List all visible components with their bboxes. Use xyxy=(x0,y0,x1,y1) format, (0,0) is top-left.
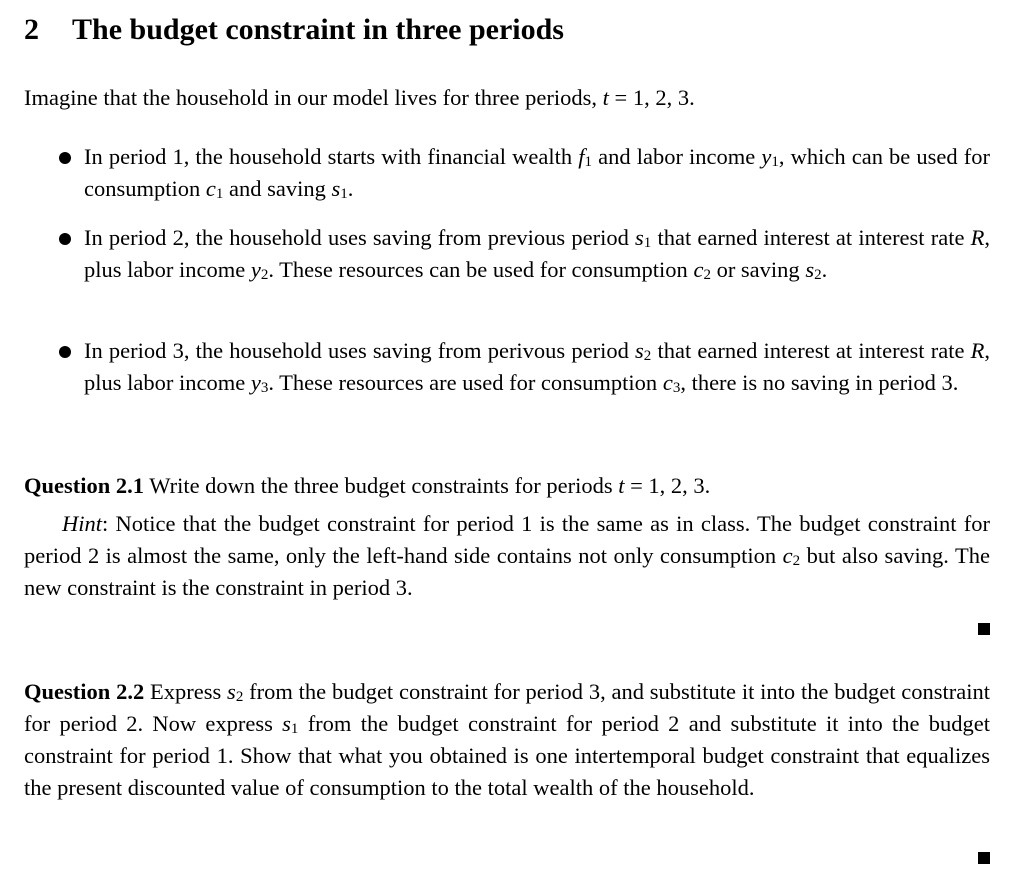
bullet-icon xyxy=(59,233,71,245)
bullet-icon xyxy=(59,346,71,358)
section-title: The budget constraint in three periods xyxy=(72,13,564,46)
end-of-question-icon xyxy=(978,623,990,635)
section-number: 2 xyxy=(24,13,39,46)
question-2-2: Question 2.2 Express $s_2$ from the budget constraint for period 3, and substitute it into the budget constraint for period 2. Now express $s_1$ from the budget constraint for period 2 and substitute it into the budget constraint for period 1. Show that what you obtained is one intertemporal budget constraint that equalizes the present discounted value of consumption to the total wealth of the household. xyxy=(24,679,990,800)
intro-paragraph: Imagine that the household in our model lives for three periods, t = 1, 2, 3. xyxy=(24,85,695,110)
question-label: Question 2.2 xyxy=(24,679,145,704)
bullet-icon xyxy=(59,152,71,164)
bullet-item-period-3: In period 3, the household uses saving from perivous period $s_2$ that earned interest at interest rate R, plus labor income $y_3$. These resources are used for consumption $c_3$, there is no saving in period 3. xyxy=(84,338,990,396)
math-variable: t xyxy=(602,85,609,110)
section-heading xyxy=(24,10,564,50)
question-2-1: Question 2.1 Write down the three budget constraints for periods t = 1, 2, 3. xyxy=(24,473,711,498)
question-label: Question 2.1 xyxy=(24,473,145,498)
hint-label: Hint xyxy=(62,511,103,536)
bullet-item-period-1: In period 1, the household starts with financial wealth $f_1$ and labor income $y_1$, which can be used for consumption $c_1$ and saving $s_1$. xyxy=(84,144,990,202)
question-2-1-hint: Hint: Notice that the budget constraint for period 1 is the same as in class. The budget constraint for period 2 is almost the same, only the left-hand side contains not only consumption $c_2$ but also saving. The new constraint is the constraint in period 3. xyxy=(24,511,990,600)
end-of-question-icon xyxy=(978,852,990,864)
bullet-item-period-2: In period 2, the household uses saving from previous period $s_1$ that earned interest at interest rate R, plus labor income $y_2$. These resources can be used for consumption $c_2$ or saving $s_2$. xyxy=(84,225,990,283)
